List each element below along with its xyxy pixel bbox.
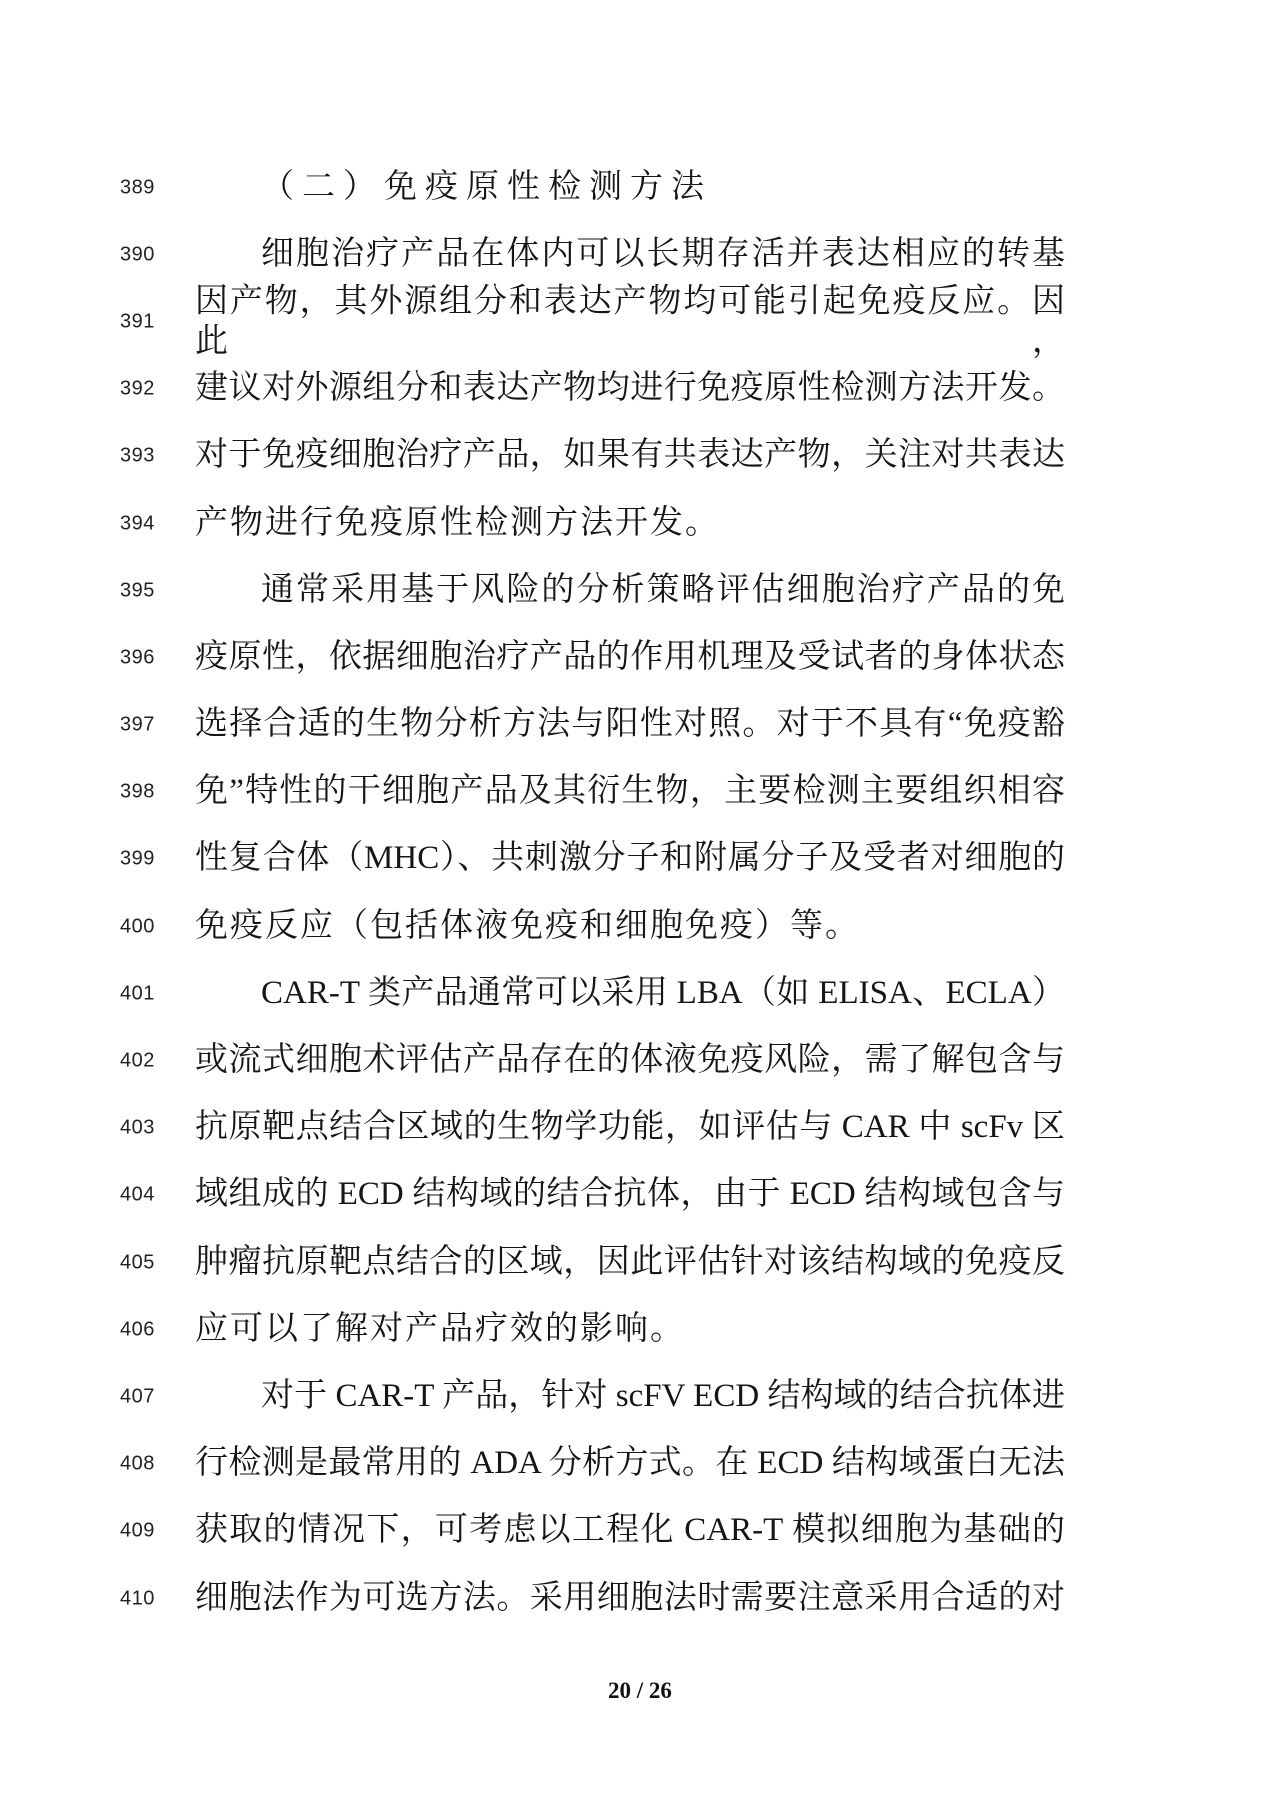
line-number: 404 [120,1183,155,1206]
line-text: 选择合适的生物分析方法与阳性对照。对于不具有“免疫豁 [195,706,1065,743]
line-number: 410 [120,1587,155,1610]
line-number: 394 [120,512,155,535]
line-number: 397 [120,713,155,736]
line-text: 应可以了解对产品疗效的影响。 [195,1310,685,1347]
line-number: 389 [120,176,155,199]
line-text: 抗原靶点结合区域的生物学功能，如评估与 CAR 中 scFv 区 [195,1109,1065,1146]
line-number: 409 [120,1519,155,1542]
line-number: 408 [120,1452,155,1475]
line-number: 401 [120,982,155,1005]
document-line [0,1431,1280,1498]
line-text: 对于免疫细胞治疗产品，如果有共表达产物，关注对共表达 [195,437,1065,474]
document-line [0,557,1280,624]
line-text: 建议对外源组分和表达产物均进行免疫原性检测方法开发。 [195,370,1065,407]
line-number: 399 [120,847,155,870]
document-line [0,1027,1280,1094]
line-number: 405 [120,1251,155,1274]
document-body [0,154,1280,1632]
document-line [0,283,1280,359]
line-number: 396 [120,646,155,669]
line-text: 行检测是最常用的 ADA 分析方式。在 ECD 结构域蛋白无法 [195,1445,1065,1482]
line-number: 391 [120,310,155,333]
line-number: 400 [120,915,155,938]
page-number: 20 / 26 [608,1678,672,1703]
document-line [0,154,1280,221]
document-line [0,423,1280,490]
line-text: 产物进行免疫原性检测方法开发。 [195,504,720,541]
document-line [0,893,1280,960]
document-line [0,960,1280,1027]
line-text: 性复合体（MHC）、共刺激分子和附属分子及受者对细胞的 [195,840,1065,877]
line-text: 域组成的 ECD 结构域的结合抗体，由于 ECD 结构域包含与 [195,1176,1065,1213]
line-text: 肿瘤抗原靶点结合的区域，因此评估针对该结构域的免疫反 [195,1243,1065,1280]
document-line [0,356,1280,423]
line-number: 393 [120,444,155,467]
document-line [0,1296,1280,1363]
line-text: 或流式细胞术评估产品存在的体液免疫风险，需了解包含与 [195,1042,1065,1079]
line-number: 392 [120,377,155,400]
document-line [0,1095,1280,1162]
line-number: 403 [120,1116,155,1139]
document-line [0,826,1280,893]
line-number: 407 [120,1385,155,1408]
line-text: 对于 CAR-T 产品，针对 scFV ECD 结构域的结合抗体进 [261,1378,1065,1415]
line-number: 390 [120,243,155,266]
document-line [0,1565,1280,1632]
line-text: 获取的情况下，可考虑以工程化 CAR-T 模拟细胞为基础的 [195,1512,1065,1549]
line-text: 免”特性的干细胞产品及其衍生物，主要检测主要组织相容 [195,773,1065,810]
line-text: 因产物，其外源组分和表达产物均可能引起免疫反应。因此， [195,283,1065,359]
document-line [0,1498,1280,1565]
document-line [0,1229,1280,1296]
line-text: 细胞治疗产品在体内可以长期存活并表达相应的转基 [261,235,1065,272]
line-number: 398 [120,780,155,803]
document-line [0,1363,1280,1430]
line-text: 通常采用基于风险的分析策略评估细胞治疗产品的免 [261,571,1065,608]
document-line [0,221,1280,288]
line-number: 402 [120,1049,155,1072]
line-text: CAR-T 类产品通常可以采用 LBA（如 ELISA、ECLA） [261,975,1065,1012]
line-text: 免疫反应（包括体液免疫和细胞免疫）等。 [195,907,860,944]
document-line [0,759,1280,826]
line-text: 疫原性，依据细胞治疗产品的作用机理及受试者的身体状态 [195,639,1065,676]
document-line [0,692,1280,759]
line-text: 细胞法作为可选方法。采用细胞法时需要注意采用合适的对 [195,1579,1065,1616]
line-number: 406 [120,1318,155,1341]
document-line [0,490,1280,557]
line-number: 395 [120,579,155,602]
document-line [0,1162,1280,1229]
line-text: （二）免疫原性检测方法 [261,168,712,205]
document-line [0,624,1280,691]
